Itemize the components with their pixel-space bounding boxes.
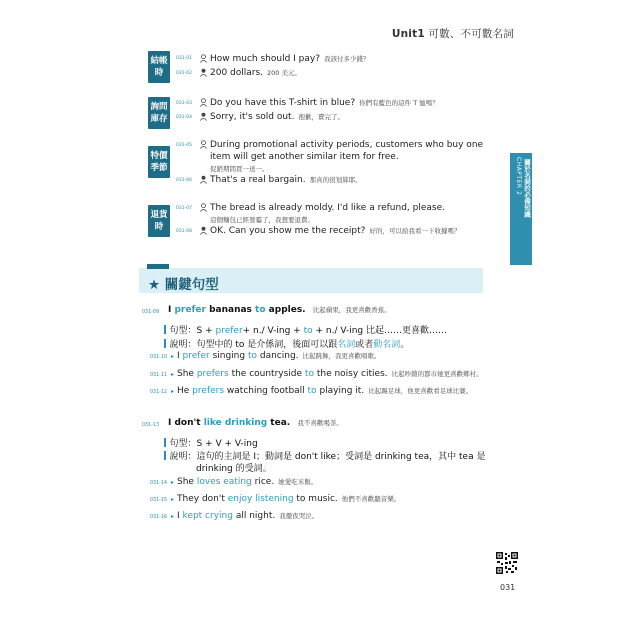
note-text: 說明：句型中的 to 是介係詞，後面可以跟 xyxy=(169,340,338,350)
unit-title: 可數、不可數名詞 xyxy=(428,28,514,40)
sentence-part: She xyxy=(177,477,197,487)
page-number: 031 xyxy=(500,583,516,592)
customer-icon xyxy=(199,98,208,107)
sentence-part: the noisy cities. xyxy=(313,369,388,379)
chinese-text: 那真的很划算耶。 xyxy=(309,176,362,184)
sentence-part: playing it. xyxy=(316,386,365,396)
english-text: item will get another similar item for free. xyxy=(210,152,399,162)
dialog-tag: 詢問庫存 xyxy=(148,97,170,129)
chinese-text: 200 美元。 xyxy=(267,69,302,77)
sentence-part: She xyxy=(177,369,197,379)
audio-code[interactable]: 031-07 xyxy=(176,206,192,211)
note-text: 句型：S + V + V-ing xyxy=(169,439,258,449)
highlight-word: to xyxy=(303,326,313,336)
note-text: 或者 xyxy=(355,340,374,350)
sentence-part: apples. xyxy=(265,305,306,315)
customer-icon xyxy=(199,203,208,212)
clerk-icon xyxy=(199,175,208,184)
example-sentence: ▸ I kept crying all night. 我徹夜哭泣。 xyxy=(171,511,319,521)
chinese-text: 這個麵包已經發霉了，我想要退費。 xyxy=(210,216,314,224)
english-text: Do you have this T-shirt in blue? xyxy=(210,98,356,108)
note-text: + n./ V-ing + xyxy=(242,326,304,336)
highlight-word: 動名詞 xyxy=(373,340,401,350)
chinese-text: 抱歉，賣完了。 xyxy=(298,113,344,121)
highlight-word: 名詞 xyxy=(337,340,356,350)
pattern-formula xyxy=(164,323,447,336)
audio-code[interactable]: 031-05 xyxy=(176,143,192,148)
note-text: 說明：這句的主詞是 I；動詞是 don't like；受詞是 drinking tea，其中 tea 是 xyxy=(169,452,486,462)
note-text: 句型：S + xyxy=(169,326,216,336)
pattern-explanation-cont: drinking 的受詞。 xyxy=(196,464,272,474)
section-title: ★ 關鍵句型 xyxy=(148,277,219,293)
clerk-icon xyxy=(199,68,208,77)
highlight-word: prefers xyxy=(192,386,225,396)
dialog-line xyxy=(210,54,370,64)
audio-code[interactable]: 031-13 xyxy=(142,423,159,428)
pattern-formula xyxy=(164,436,258,449)
chinese-text: 你們有藍色的這件 T 恤嗎？ xyxy=(359,99,439,107)
audio-code[interactable]: 031-10 xyxy=(150,355,167,360)
dialog-line xyxy=(210,68,301,78)
chinese-text: 我徹夜哭泣。 xyxy=(279,512,319,520)
dialog-line xyxy=(210,98,439,108)
dialog-line xyxy=(210,112,344,122)
clerk-icon xyxy=(199,112,208,121)
highlight-word: like drinking xyxy=(203,418,268,428)
sentence-part: tea. xyxy=(267,418,291,428)
audio-code[interactable]: 031-15 xyxy=(150,498,167,503)
chinese-text: 比起蘋果，我更喜歡香蕉。 xyxy=(312,306,391,314)
audio-code[interactable]: 031-03 xyxy=(176,101,192,106)
dialog-tag: 退貨時 xyxy=(148,205,170,237)
english-text: How much should I pay? xyxy=(210,54,321,64)
chinese-text: 我該付多少錢？ xyxy=(324,55,370,63)
highlight-word: loves eating xyxy=(196,477,252,487)
dialog-line xyxy=(210,226,460,236)
example-sentence: ▸ He prefers watching football to playing it. 比起踢足球，他更喜歡看足球比賽。 xyxy=(171,386,473,396)
chinese-text: 比起踢足球，他更喜歡看足球比賽。 xyxy=(368,387,473,395)
chapter-tab xyxy=(510,153,532,265)
audio-code[interactable]: 031-06 xyxy=(176,178,192,183)
sentence-part: the countryside xyxy=(228,369,305,379)
english-text: During promotional activity periods, customers who buy one xyxy=(210,140,484,150)
chinese-text: 比起跳舞，我更喜歡唱歌。 xyxy=(302,352,381,360)
unit-header xyxy=(392,26,514,41)
audio-code[interactable]: 031-14 xyxy=(150,481,167,486)
sentence-part: dancing. xyxy=(257,351,299,361)
highlight-word: kept crying xyxy=(182,511,233,521)
example-sentence: ▸ She loves eating rice. 她愛吃米飯。 xyxy=(171,477,318,487)
chinese-text: 她愛吃米飯。 xyxy=(278,478,318,486)
sentence-part: He xyxy=(177,386,193,396)
chinese-text: 我不喜歡喝茶。 xyxy=(297,419,343,427)
audio-code[interactable]: 031-16 xyxy=(150,515,167,520)
highlight-word: prefer xyxy=(215,326,243,336)
english-text: Sorry, it's sold out. xyxy=(210,112,295,122)
audio-code[interactable]: 031-02 xyxy=(176,71,192,76)
key-sentence xyxy=(168,418,343,428)
section-dots xyxy=(147,264,169,269)
sentence-part: I don't xyxy=(168,418,204,428)
dialog-tag: 結帳時 xyxy=(148,51,170,83)
chinese-text: 比起吵雜的都市她更喜歡鄉村。 xyxy=(391,370,483,378)
sentence-part: I xyxy=(177,351,183,361)
english-text: That's a real bargain. xyxy=(210,175,306,185)
highlight-word: to xyxy=(304,369,314,379)
clerk-icon xyxy=(199,226,208,235)
customer-icon xyxy=(199,140,208,149)
highlight-word: to xyxy=(247,351,257,361)
sentence-part: singing xyxy=(209,351,248,361)
sentence-part: I xyxy=(168,305,175,315)
audio-code[interactable]: 031-08 xyxy=(176,229,192,234)
highlight-word: prefers xyxy=(196,369,229,379)
example-sentence: ▸ They don't enjoy listening to music. 他們不喜歡聽音樂。 xyxy=(171,494,401,504)
highlight-word: prefer xyxy=(174,305,206,315)
chapter-label: CHAPTER 2 xyxy=(515,157,522,196)
sentence-part: to music. xyxy=(293,494,338,504)
highlight-word: to xyxy=(307,386,317,396)
english-text: The bread is already moldy. I'd like a refund, please. xyxy=(210,203,445,213)
sentence-part: all night. xyxy=(232,511,276,521)
example-sentence: ▸ I prefer singing to dancing. 比起跳舞，我更喜歡唱歌。 xyxy=(171,351,381,361)
dialog-line xyxy=(210,175,362,185)
chinese-text: 促銷期間買一送一。 xyxy=(210,165,269,173)
qr-code-icon[interactable] xyxy=(496,552,518,574)
chinese-text: 他們不喜歡聽音樂。 xyxy=(341,495,401,503)
dialog-tag: 特價季節 xyxy=(148,146,170,178)
key-sentence xyxy=(168,305,391,315)
audio-code[interactable]: 031-11 xyxy=(150,373,167,378)
pattern-explanation xyxy=(164,337,409,350)
sentence-part: They don't xyxy=(177,494,228,504)
sentence-part: rice. xyxy=(251,477,275,487)
note-text: + n./ V-ing 比起……更喜歡…… xyxy=(312,326,448,336)
audio-code[interactable]: 031-12 xyxy=(150,390,167,395)
note-text: 。 xyxy=(400,340,410,350)
audio-code[interactable]: 031-09 xyxy=(142,310,159,315)
sentence-part: watching football xyxy=(224,386,308,396)
customer-icon xyxy=(199,54,208,63)
unit-number: Unit1 xyxy=(391,28,425,40)
audio-code[interactable]: 031-04 xyxy=(176,115,192,120)
english-text: 200 dollars. xyxy=(210,68,264,78)
chinese-text: 好的，可以給我看一下收據嗎？ xyxy=(369,227,461,235)
highlight-word: prefer xyxy=(182,351,210,361)
sentence-part: I xyxy=(177,511,183,521)
example-sentence: ▸ She prefers the countryside to the noisy cities. 比起吵雜的都市她更喜歡鄉村。 xyxy=(171,369,483,379)
highlight-word: enjoy listening xyxy=(227,494,294,504)
english-text: OK. Can you show me the receipt? xyxy=(210,226,366,236)
highlight-word: to xyxy=(255,305,266,315)
audio-code[interactable]: 031-01 xyxy=(176,56,192,61)
chapter-title: 關於名詞的必備知識 xyxy=(523,159,531,218)
sentence-part: bananas xyxy=(205,305,256,315)
